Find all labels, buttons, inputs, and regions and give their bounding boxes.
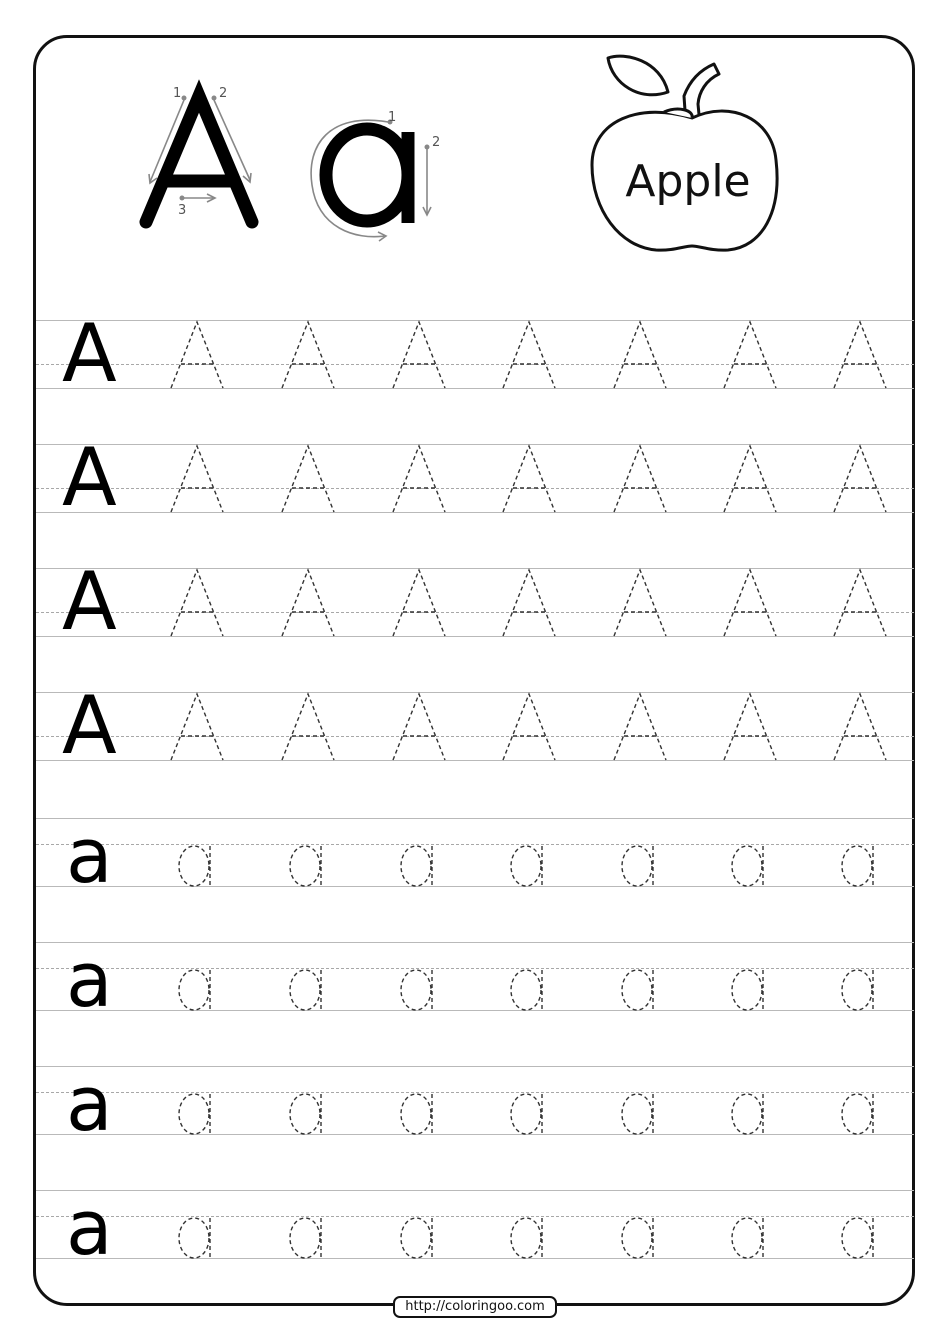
traced-letter-a xyxy=(511,1218,542,1258)
traced-letter-A xyxy=(724,322,776,388)
model-letter-a: a xyxy=(66,811,113,900)
lowercase-practice-row xyxy=(36,1183,914,1272)
model-letter-A: A xyxy=(62,431,117,524)
traced-letter-a xyxy=(511,970,542,1010)
traced-letters xyxy=(36,942,914,1014)
footer-url[interactable]: http://coloringoo.com xyxy=(393,1296,557,1318)
traced-letter-A xyxy=(503,694,555,760)
lowercase-practice-row xyxy=(36,935,914,1024)
stroke-number-1-lower: 1 xyxy=(388,110,397,125)
traced-letters xyxy=(36,1066,914,1138)
traced-letter-a xyxy=(401,1218,432,1258)
traced-letter-a xyxy=(290,846,321,886)
model-letter-a: a xyxy=(66,1059,113,1148)
traced-letter-A xyxy=(393,322,445,388)
traced-letter-A xyxy=(724,694,776,760)
traced-letter-a xyxy=(732,970,763,1010)
lowercase-practice-row xyxy=(36,811,914,900)
traced-letter-a xyxy=(179,846,210,886)
traced-letter-A xyxy=(834,570,886,636)
traced-letter-a xyxy=(622,970,653,1010)
traced-letter-A xyxy=(503,446,555,512)
traced-letter-A xyxy=(834,322,886,388)
stroke-number-3: 3 xyxy=(178,203,187,218)
traced-letter-A xyxy=(171,446,223,512)
traced-letter-a xyxy=(401,1094,432,1134)
traced-letter-A xyxy=(614,694,666,760)
traced-letters xyxy=(36,1190,914,1262)
traced-letter-A xyxy=(171,322,223,388)
traced-letter-a xyxy=(290,970,321,1010)
stroke-number-2: 2 xyxy=(219,86,228,101)
traced-letter-a xyxy=(179,1094,210,1134)
traced-letter-a xyxy=(401,846,432,886)
traced-letter-a xyxy=(179,970,210,1010)
traced-letter-A xyxy=(282,322,334,388)
traced-letter-A xyxy=(393,446,445,512)
traced-letter-a xyxy=(401,970,432,1010)
traced-letter-a xyxy=(179,1218,210,1258)
traced-letter-A xyxy=(834,446,886,512)
model-letter-A: A xyxy=(62,555,117,648)
traced-letter-a xyxy=(511,846,542,886)
traced-letter-A xyxy=(834,694,886,760)
stroke-number-2-lower: 2 xyxy=(432,135,441,150)
picture-word: Apple xyxy=(625,156,751,207)
model-letter-a: a xyxy=(66,935,113,1024)
traced-letter-A xyxy=(614,570,666,636)
model-letter-a: a xyxy=(66,1183,113,1272)
stroke-number-1: 1 xyxy=(173,86,182,101)
traced-letter-a xyxy=(290,1218,321,1258)
traced-letters xyxy=(36,568,914,640)
traced-letter-a xyxy=(622,1218,653,1258)
traced-letter-A xyxy=(614,322,666,388)
traced-letters xyxy=(36,444,914,516)
traced-letter-a xyxy=(622,1094,653,1134)
traced-letter-a xyxy=(842,970,873,1010)
traced-letter-A xyxy=(282,446,334,512)
traced-letters xyxy=(36,320,914,392)
traced-letter-A xyxy=(724,446,776,512)
model-letter-A: A xyxy=(62,307,117,400)
traced-letter-A xyxy=(503,570,555,636)
model-letter-A: A xyxy=(62,679,117,772)
traced-letter-a xyxy=(732,846,763,886)
uppercase-practice-row xyxy=(36,431,914,524)
traced-letter-A xyxy=(282,570,334,636)
traced-letter-a xyxy=(732,1094,763,1134)
uppercase-practice-row xyxy=(36,679,914,772)
traced-letter-a xyxy=(842,1094,873,1134)
uppercase-practice-row xyxy=(36,555,914,648)
apple-icon xyxy=(0,0,950,300)
traced-letters xyxy=(36,692,914,764)
traced-letter-a xyxy=(622,846,653,886)
traced-letter-A xyxy=(282,694,334,760)
lowercase-practice-row xyxy=(36,1059,914,1148)
uppercase-practice-row xyxy=(36,307,914,400)
traced-letter-a xyxy=(511,1094,542,1134)
traced-letter-A xyxy=(171,570,223,636)
traced-letter-a xyxy=(732,1218,763,1258)
traced-letter-A xyxy=(393,570,445,636)
traced-letter-a xyxy=(290,1094,321,1134)
traced-letters xyxy=(36,818,914,890)
traced-letter-A xyxy=(393,694,445,760)
traced-letter-a xyxy=(842,1218,873,1258)
traced-letter-A xyxy=(614,446,666,512)
traced-letter-A xyxy=(171,694,223,760)
traced-letter-A xyxy=(503,322,555,388)
traced-letter-A xyxy=(724,570,776,636)
traced-letter-a xyxy=(842,846,873,886)
